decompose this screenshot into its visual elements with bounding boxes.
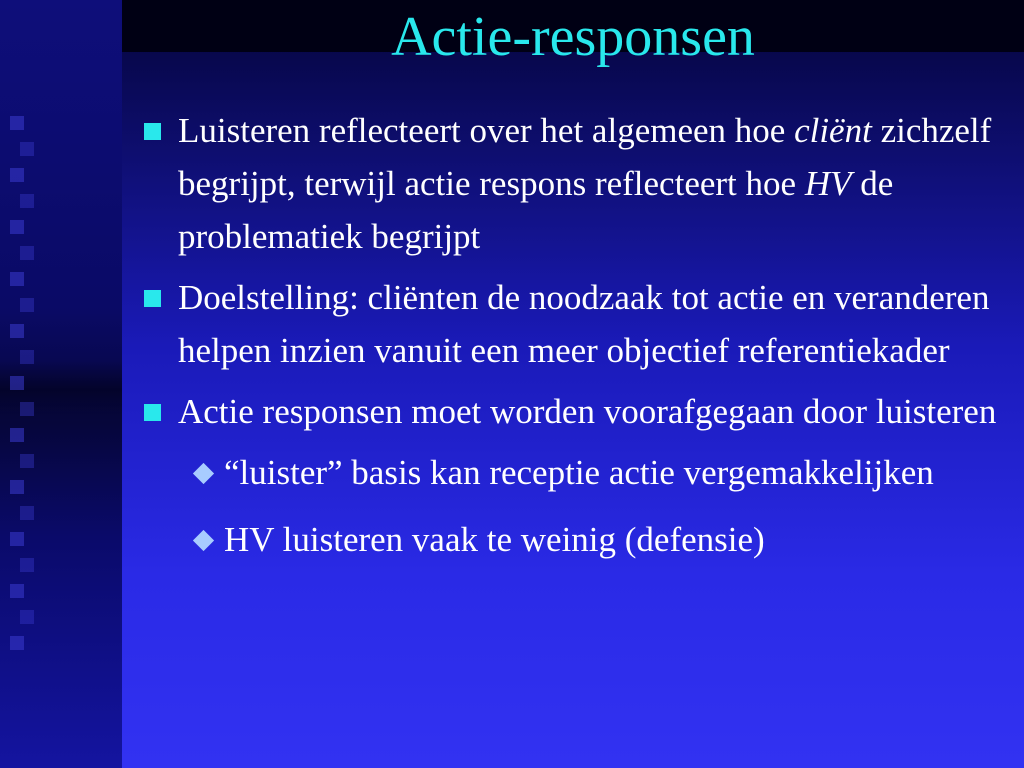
bullet-item (140, 104, 1000, 263)
sub-bullet-text: HV luisteren vaak te weinig (defensie) (224, 520, 765, 559)
decor-square (20, 610, 34, 624)
decor-square (10, 116, 24, 130)
bullet-text-italic: HV (804, 164, 852, 203)
decor-square (20, 298, 34, 312)
bullet-text-segment: de problematiek begrijpt (178, 164, 894, 256)
decor-square (10, 584, 24, 598)
decor-square (20, 402, 34, 416)
diamond-bullet-icon (193, 530, 214, 551)
bullet-text-segment: Luisteren reflecteert over het algemeen hoe (178, 111, 795, 150)
sub-bullet-item (140, 446, 1000, 499)
decor-square (10, 272, 24, 286)
bullet-text-segment: zichzelf begrijpt, terwijl actie respons reflecteert hoe (178, 111, 992, 203)
bullet-text: Actie responsen moet worden voorafgegaan door luisteren (178, 392, 997, 431)
sub-bullet-item (140, 513, 1000, 566)
decor-square (10, 376, 24, 390)
square-bullet-icon (144, 404, 161, 421)
diamond-bullet-icon (193, 463, 214, 484)
decor-square (20, 246, 34, 260)
decor-square-column (5, 116, 39, 662)
decor-square (10, 428, 24, 442)
decor-square (10, 220, 24, 234)
bullet-item (140, 271, 1000, 377)
decor-square (20, 350, 34, 364)
decor-square (20, 558, 34, 572)
left-decor-panel (0, 0, 122, 768)
square-bullet-icon (144, 123, 161, 140)
decor-square (10, 324, 24, 338)
bullet-text-italic: cliënt (794, 111, 872, 150)
decor-square (20, 506, 34, 520)
decor-square (20, 454, 34, 468)
slide-title: Actie-responsen (391, 6, 755, 68)
bullet-text: Doelstelling: cliënten de noodzaak tot actie en veranderen helpen inzien vanuit een meer objectief referentiekader (178, 278, 990, 370)
decor-square (20, 194, 34, 208)
square-bullet-icon (144, 290, 161, 307)
decor-square (10, 532, 24, 546)
sub-bullet-text: “luister” basis kan receptie actie vergemakkelijken (224, 453, 934, 492)
bullet-text (178, 111, 991, 256)
bullet-list (140, 104, 1000, 580)
bullet-item (140, 385, 1000, 438)
decor-square (10, 636, 24, 650)
decor-square (20, 142, 34, 156)
decor-square (10, 168, 24, 182)
decor-square (10, 480, 24, 494)
